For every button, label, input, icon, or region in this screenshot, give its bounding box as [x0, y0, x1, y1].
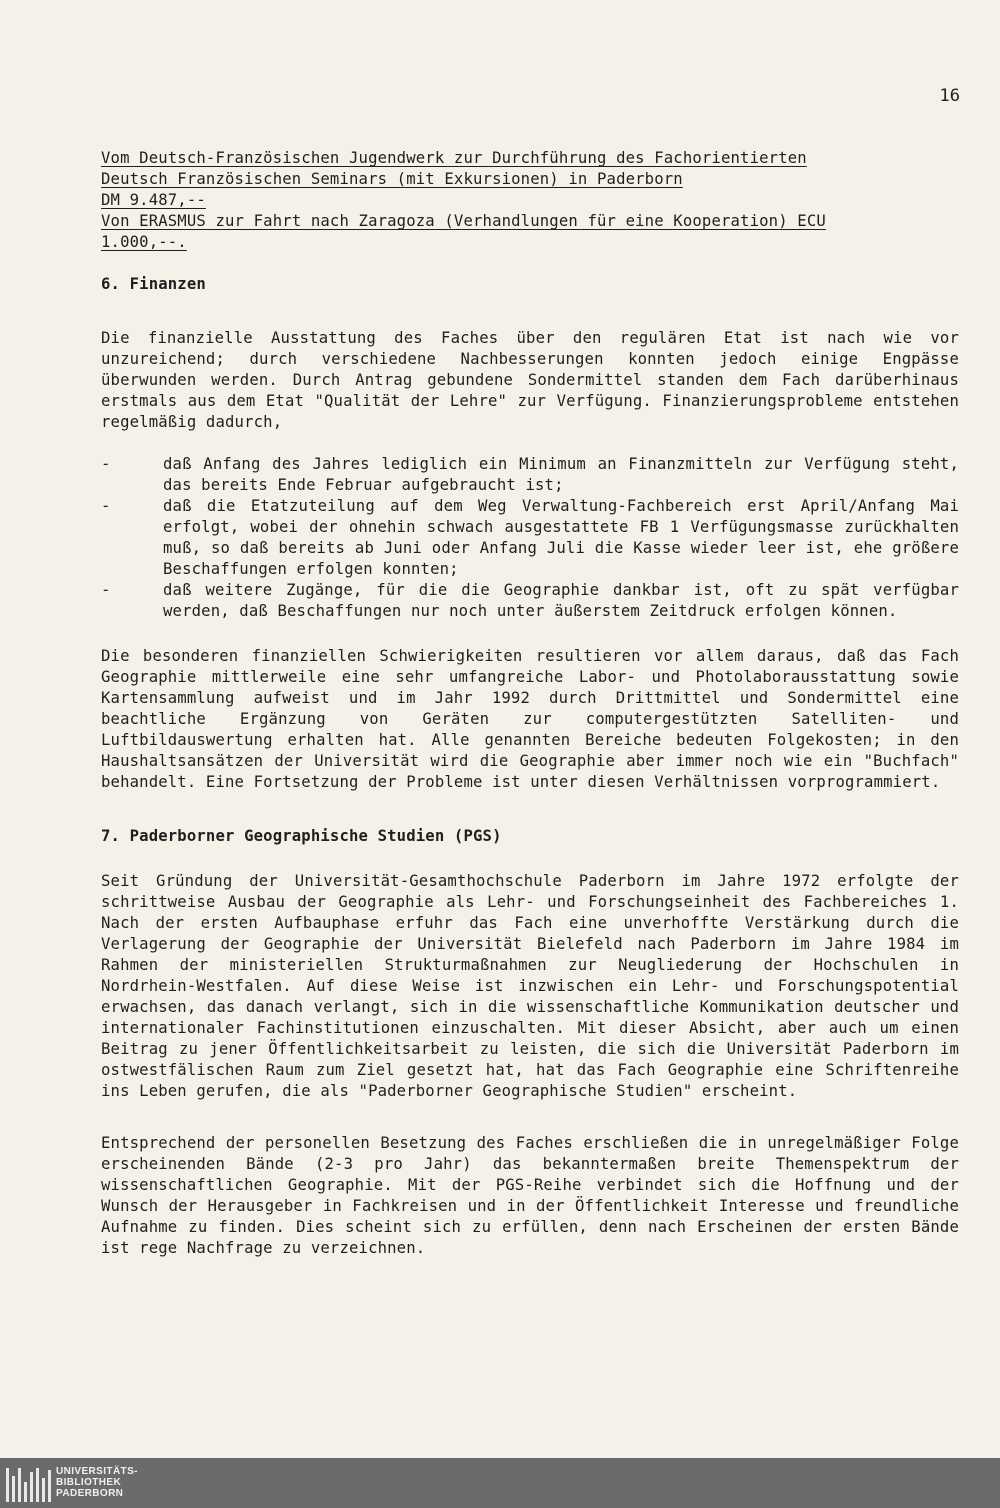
logo-line: UNIVERSITÄTS-: [56, 1466, 138, 1477]
library-logo-icon: [6, 1468, 52, 1502]
funding-line: Deutsch Französischen Seminars (mit Exkursionen) in Paderborn: [101, 170, 683, 188]
funding-list: [101, 148, 959, 253]
dash-marker: -: [101, 455, 111, 473]
paragraph: Entsprechend der personellen Besetzung des Faches erschließen die in unregelmäßiger Folge erscheinenden Bände (2-3 pro Jahr) das bekanntermaßen breite Themenspektrum der wissenschaftlichen Geographie. Mit der PGS-Reihe verbindet sich die Hoffnung und der Wunsch der Herausgeber in Fachkreisen und in der Öffentlichkeit Interesse und freundliche Aufnahme zu finden. Dies scheint sich zu erfüllen, denn nach Erscheinen der ersten Bände ist rege Nachfrage zu verzeichnen.: [101, 1134, 959, 1257]
list-item: [101, 454, 959, 496]
list-item: [101, 496, 959, 580]
paragraph: Die besonderen finanziellen Schwierigkeiten resultieren vor allem daraus, daß das Fach Geographie mittlerweile eine sehr umfangreiche Labor- und Photolaborausstattung sowie Kartensammlung aufweist und im Jahr 1992 durch Drittmittel und Sondermittel eine beachtliche Ergänzung von Geräten zur computergestützten Satelliten- und Luftbildauswertung erhalten hat. Alle genannten Bereiche bedeuten Folgekosten; in den Haushaltsansätzen der Universität wird die Geographie aber immer noch wie ein "Buchfach" behandelt. Eine Fortsetzung der Probleme ist unter diesen Verhältnissen vorprogrammiert.: [101, 647, 959, 791]
logo-line: BIBLIOTHEK: [56, 1477, 122, 1488]
dash-marker: -: [101, 581, 111, 599]
dash-marker: -: [101, 497, 111, 515]
logo-line: PADERBORN: [56, 1488, 124, 1499]
list-item-text: daß die Etatzuteilung auf dem Weg Verwaltung-Fachbereich erst April/Anfang Mai erfolgt, wobei der ohnehin schwach ausgestattete FB 1 Verfügungsmasse zurückhalten muß, so daß bereits ab Juni oder Anfang Juli die Kasse wieder leer ist, ehe größere Beschaffungen erfolgen konnten;: [163, 497, 959, 578]
funding-line: Vom Deutsch-Französischen Jugendwerk zur Durchführung des Fachorientierten: [101, 149, 807, 167]
library-footer-bar: [0, 1458, 1000, 1508]
paragraph: Die finanzielle Ausstattung des Faches über den regulären Etat ist nach wie vor unzureichend; durch verschiedene Nachbesserungen konnten jedoch einige Engpässe überwunden werden. Durch Antrag gebundene Sondermittel standen dem Fach darüberhinaus erstmals aus dem Etat "Qualität der Lehre" zur Verfügung. Finanzierungsprobleme entstehen regelmäßig dadurch,: [101, 329, 959, 431]
document-body: [101, 148, 959, 1259]
funding-line: Von ERASMUS zur Fahrt nach Zaragoza (Verhandlungen für eine Kooperation) ECU: [101, 212, 826, 230]
section-heading-pgs: 7. Paderborner Geographische Studien (PGS): [101, 827, 502, 845]
funding-line: DM 9.487,--: [101, 191, 206, 209]
section-heading-finanzen: 6. Finanzen: [101, 275, 206, 293]
page-number: 16: [939, 86, 960, 106]
list-item-text: daß Anfang des Jahres lediglich ein Minimum an Finanzmitteln zur Verfügung steht, das bereits Ende Februar aufgebraucht ist;: [163, 455, 959, 494]
list-item-text: daß weitere Zugänge, für die die Geographie dankbar ist, oft zu spät verfügbar werden, daß Beschaffungen nur noch unter äußerstem Zeitdruck erfolgen können.: [163, 581, 959, 620]
funding-line: 1.000,--.: [101, 233, 187, 251]
list-item: [101, 580, 959, 622]
paragraph: Seit Gründung der Universität-Gesamthochschule Paderborn im Jahre 1972 erfolgte der schrittweise Ausbau der Geographie als Lehr- und Forschungseinheit des Fachbereiches 1. Nach der ersten Aufbauphase erfuhr das Fach eine unverhoffte Verstärkung durch die Verlagerung der Geographie der Universität Bielefeld nach Paderborn im Jahre 1984 im Rahmen der ministeriellen Strukturmaßnahmen zur Neugliederung der Hochschulen in Nordrhein-Westfalen. Auf diese Weise ist inzwischen ein Lehr- und Forschungspotential erwachsen, das danach verlangt, sich in die wissenschaftliche Kommunikation deutscher und internationaler Fachinstitutionen einzuschalten. Mit dieser Absicht, aber auch um einen Beitrag zu jener Öffentlichkeitsarbeit zu leisten, die sich die Universität Paderborn im ostwestfälischen Raum zum Ziel gesetzt hat, hat das Fach Geographie eine Schriftenreihe ins Leben gerufen, die als "Paderborner Geographische Studien" erscheint.: [101, 872, 959, 1100]
bullet-list: [101, 454, 959, 622]
library-logo-text: [56, 1466, 138, 1499]
